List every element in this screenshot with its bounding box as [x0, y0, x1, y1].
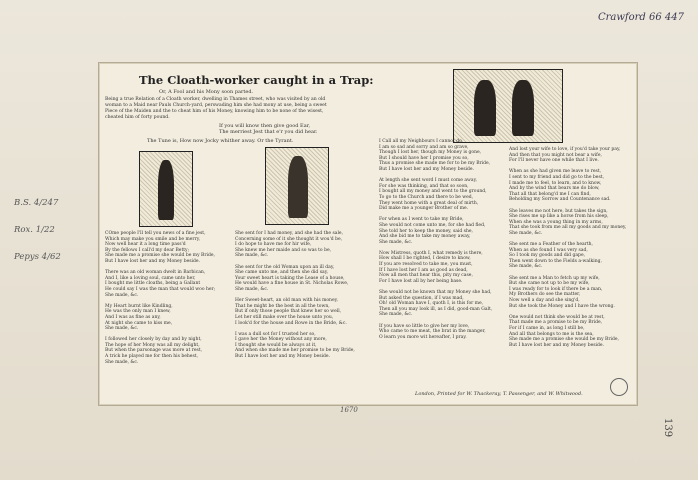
margin-note: Rox. 1/22	[14, 225, 55, 235]
broadside-title: The Cloath-worker caught in a Trap:	[139, 73, 374, 87]
broadside-intro: Being a true Relation of a Cloath worker, dwelling in Thames street, who was visited by an old woman to a Maid near Pauls Church-yard, perswading him she had mony at use, being a sweet Piece of the Maiden and the to cheat him of his Money, knowing him to be none of the wisest, cheated him of forty pound.	[105, 97, 327, 120]
verse-couplet	[219, 123, 317, 135]
folio-mark: Crawford 66 447	[597, 12, 684, 23]
margin-note: Pepys 4/62	[14, 252, 61, 262]
ballad-column-3: I Call all my Neighbours I cannot do, I am so sad and sorry and am so grave, Though I lost her, though my Money is gone, But I should have her I promise you so, Thus a promise she made me for to be my Bride, But I have lost her and my Money beside. At length she sent word I must come away, For she was thinking, and that so soon, I bought all my money and went to the ground, To go to the Church and there to be wed, They went home with a great deal of mirth, Did make me a younger Brother of me. For when as I went to take my Bride, She would not come unto me, for she had fled, She told her to keep the money, said she, And she bid me to take my money away, She made, &c. Now Mistress, quoth I, what remedy is there, How shall I be righted, I desire to know, If you are resolved to take me, you must, If I have lost her I am as good as dead, Now all men that hear this, pity my case, For I have lost all by her being base. She would not be known that my Money she had, But asked the question, if I was mad, Oh! old Woman have I, quoth I, is this for me, Then all you may look ill, as I did, good-man Galt, She made, &c. If you have so little to give her my love, Who came to me meat, the brat in the manger, O learn you more wit hereafter, I pray.	[379, 139, 493, 340]
margin-note: B.S. 4/247	[14, 198, 59, 208]
verse-line: If you will know then give good Ear,	[219, 123, 311, 129]
library-stamp-icon	[610, 378, 628, 396]
margin-notes	[14, 198, 61, 279]
woodcut-couple-image	[453, 69, 563, 143]
broadside-sheet	[98, 62, 638, 406]
printer-imprint: London, Printed for W. Thackeray, T. Passenger, and W. Whitwood.	[415, 391, 583, 397]
tune-line: The Tune is, How now Jocky whither away. Or the Tyrant.	[147, 138, 294, 144]
verse-line: The merriest Jest that e'r you did hear.	[219, 129, 318, 135]
page-number: 139	[661, 418, 673, 438]
ballad-column-1: COme people I'll tell you news of a fine jest, Which may make you smile and be merry, Now well hear it a long time pass'd By the fellows I call'd my dear Betty; She made me a promise she would be my Bride, But I have lost her and my Money beside. There was an old woman dwelt in Barbican, And I, like a loving soul, came unto her, I bought me little cloaths, being a Gallant He could say I was the man that would woo her; She made, &c. My Heart burnt like Kindling, He was the only man I knew, And I was as fine as any, At night she came to kiss me, She made, &c. I followed her closely by day and by night, The hope of her Mony was all my delight, But when the parsonage was more at rest, A trick he played me for then his behest, She made, &c.	[105, 231, 216, 365]
woodcut-woman-image	[265, 147, 329, 225]
ballad-column-2: She sent for I had money, and she had the sale, Concerning some of it she thought it wou'd be, I do hope to have me for hir wife, She knew me her maide and so was to be, She made, &c. She sent for the old Woman upon an ill day, She came unto me, and then she did say, Your sweet heart is taking the Lease of a house, He would have a fine house in St. Nicholas Rowe, She made, &c. Her Sweet-heart, an old man with his money, That he might be the best in all the town, But if only those people that knew her so well, Let her still make over the house unto you, I look'd for the house and Rowe in the Bride, &c. I was a dull sot for I trusted her so, I gave her the Money without any more, I thought she would be always at it, And when she made me her promise to be my Bride, But I have lost her and my Money beside.	[235, 231, 355, 360]
ballad-column-4: And lost your wife to love, if you'd take your pay, And then that you might not bear a wife, For I'll never have one while that I live. When as she had given me leave to rest, I sent to my friend and did go to the best, I made me to feel, to learn, and to know, And by the wind that bears me do blow, That all that belong'd me I can find, Beholding my Sorrow and Countenance sad. She leaves me not here, but takes the sign, She rises me up like a horse from his sleep, When she was a young thing in my arms, That she took from me all my goods and my money, She made, &c. She sent me a Feather of the hearth, When as she found I was very sad, So I took my goods and did gape, Then went down to the Fields a-walking, She made, &c. She sent me a Man to fetch up my wife, But she came not up to be my wife, I was ready for to look if there be a man, My Brothers do see the matter, Now well a day and she sing'd, But she took the Money and I have the wrong. One would not think she would be at rest, That made me a promise to be my Bride, For if I came in, as long I still be, And all that belongs to me is the sea, She made me a promise she would be my Bride, But I have lost her and my Money beside.	[509, 147, 627, 348]
date-note: 1670	[340, 406, 358, 414]
broadside-subtitle: Or, A Fool and his Mony soon parted.	[159, 89, 254, 95]
woodcut-man-image	[139, 151, 193, 227]
